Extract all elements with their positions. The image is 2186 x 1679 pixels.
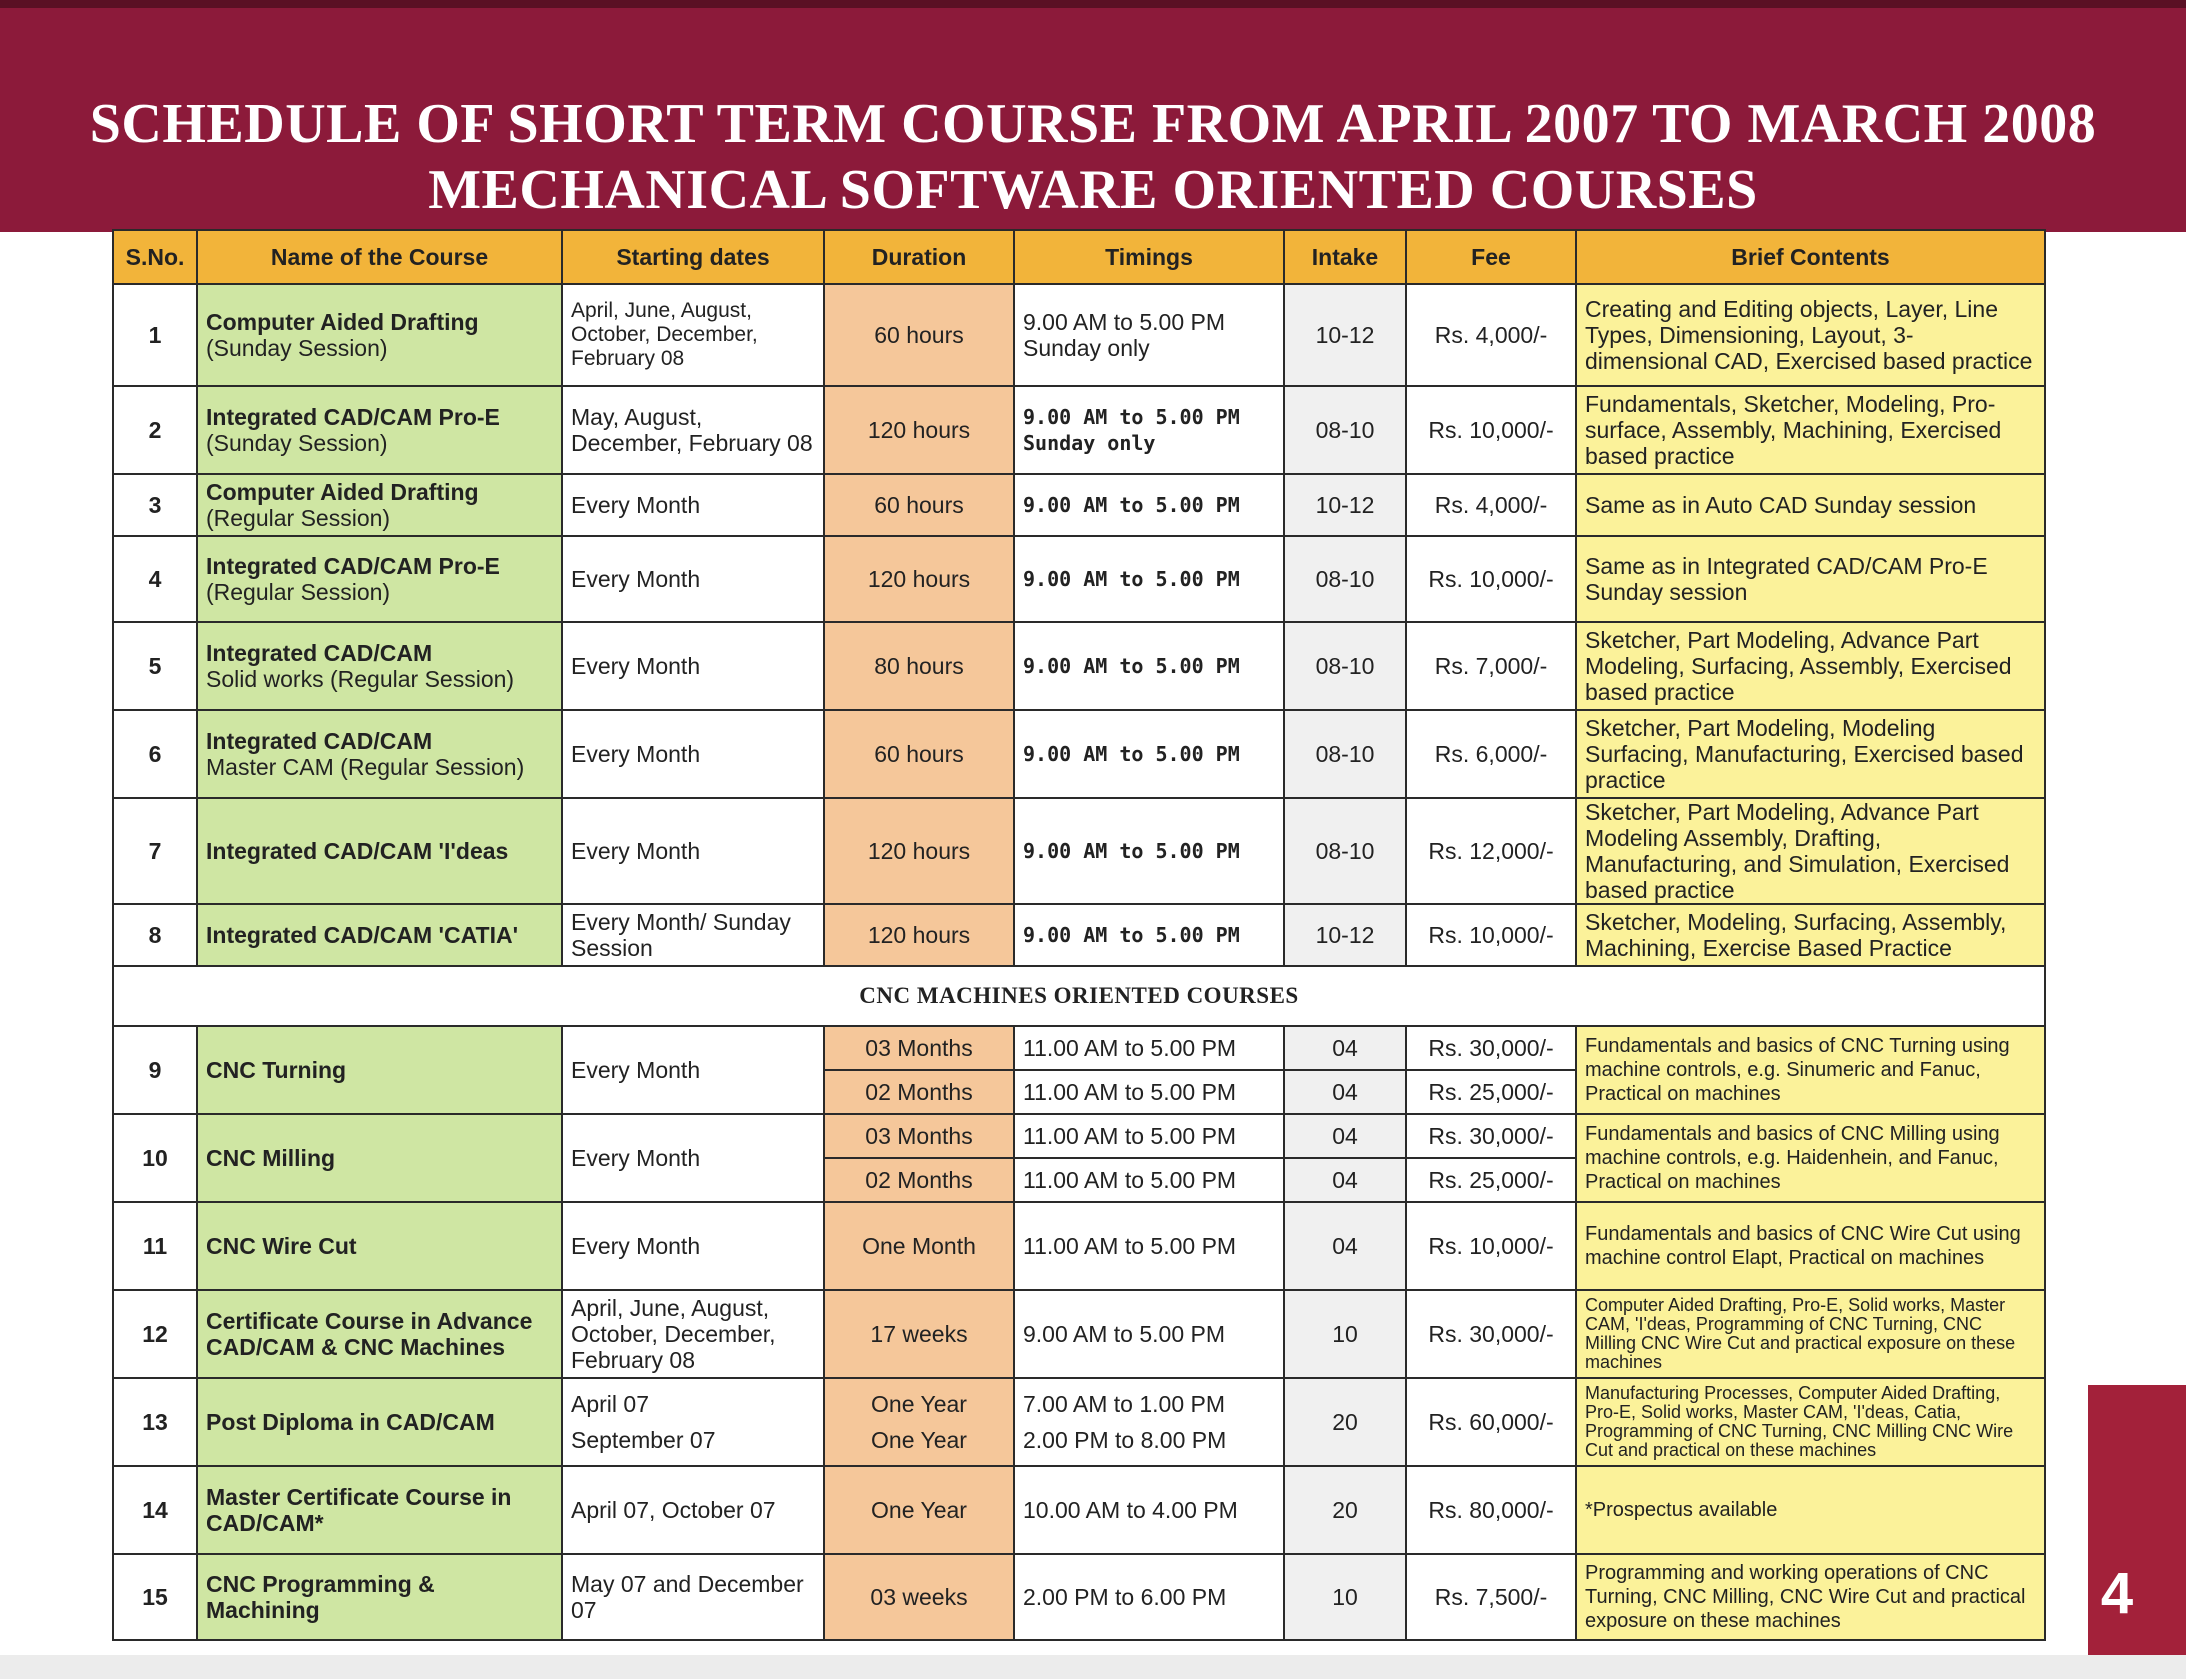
row-intake: 20 [1284,1466,1406,1554]
table-row [113,1378,2045,1466]
row-course-name: CNC Turning [197,1026,562,1114]
course-schedule-table [112,229,2046,1641]
course-title: Computer Aided Drafting [206,479,479,505]
course-title: Integrated CAD/CAM [206,728,433,754]
row-start: Every Month [562,536,824,622]
timing-days: Sunday only [1023,431,1156,455]
row-sno: 1 [113,284,197,386]
row-brief: Fundamentals, Sketcher, Modeling, Pro-surface, Assembly, Machining, Exercised based practice [1576,386,2045,474]
row-intake: 10 [1284,1290,1406,1378]
row-fee: Rs. 60,000/- [1406,1378,1576,1466]
row-sno: 2 [113,386,197,474]
row-duration: 120 hours [824,386,1014,474]
table-row [113,622,2045,710]
row-timing: 11.00 AM to 5.00 PM [1014,1070,1284,1114]
row-brief: Computer Aided Drafting, Pro-E, Solid works, Master CAM, 'I'deas, Programming of CNC Turning, CNC Milling CNC Wire Cut and practical exposure on these machines [1576,1290,2045,1378]
table-row [113,904,2045,966]
course-session: Solid works (Regular Session) [206,666,515,692]
row-intake: 08-10 [1284,536,1406,622]
row-course-name [197,474,562,536]
course-title: Integrated CAD/CAM Pro-E [206,553,500,579]
row-duration: 17 weeks [824,1290,1014,1378]
bottom-edge [0,1655,2186,1679]
row-duration: 120 hours [824,798,1014,904]
banner-top-strip [0,0,2186,8]
row-duration: 60 hours [824,284,1014,386]
header-intake: Intake [1284,230,1406,284]
row-brief: Sketcher, Part Modeling, Advance Part Modeling Assembly, Drafting, Manufacturing, and Simulation, Exercised based practice [1576,798,2045,904]
table-row [113,1466,2045,1554]
row-start: May, August, December, February 08 [562,386,824,474]
row-intake: 10-12 [1284,284,1406,386]
course-title: Integrated CAD/CAM [206,640,433,666]
row-brief: *Prospectus available [1576,1466,2045,1554]
row-sno: 13 [113,1378,197,1466]
row-duration: 03 Months [824,1114,1014,1158]
row-timing: 11.00 AM to 5.00 PM [1014,1202,1284,1290]
row-course-name [197,386,562,474]
row-start: Every Month [562,622,824,710]
timing-hours: 9.00 AM to 5.00 PM [1023,405,1240,429]
row-intake: 08-10 [1284,710,1406,798]
table-row [113,710,2045,798]
row-intake: 08-10 [1284,386,1406,474]
row-timing: 9.00 AM to 5.00 PM [1014,798,1284,904]
row-sno: 7 [113,798,197,904]
row-timing: 9.00 AM to 5.00 PM [1014,904,1284,966]
row-fee: Rs. 80,000/- [1406,1466,1576,1554]
row-brief: Sketcher, Modeling, Surfacing, Assembly, Machining, Exercise Based Practice [1576,904,2045,966]
table-row [113,1290,2045,1378]
row-brief: Sketcher, Part Modeling, Modeling Surfacing, Manufacturing, Exercised based practice [1576,710,2045,798]
row-fee: Rs. 10,000/- [1406,904,1576,966]
row-course-name [197,710,562,798]
header-timings: Timings [1014,230,1284,284]
row-sno: 11 [113,1202,197,1290]
section-row [113,966,2045,1026]
row-start: Every Month [562,798,824,904]
row-timing: 9.00 AM to 5.00 PM [1014,536,1284,622]
row-brief: Fundamentals and basics of CNC Wire Cut using machine control Elapt, Practical on machines [1576,1202,2045,1290]
row-brief: Fundamentals and basics of CNC Milling using machine controls, e.g. Haidenhein, and Fanuc, Practical on machines [1576,1114,2045,1202]
row-brief: Sketcher, Part Modeling, Advance Part Modeling, Surfacing, Assembly, Exercised based practice [1576,622,2045,710]
row-start: April, June, August, October, December, February 08 [562,284,824,386]
row-duration: 60 hours [824,710,1014,798]
row-fee: Rs. 4,000/- [1406,474,1576,536]
page-title: SCHEDULE OF SHORT TERM COURSE FROM APRIL 2007 TO MARCH 2008 [89,93,2097,155]
row-timing: 9.00 AM to 5.00 PM [1014,710,1284,798]
row-duration: One Year [824,1466,1014,1554]
table-row [113,798,2045,904]
row-duration: One Month [824,1202,1014,1290]
row-brief: Same as in Auto CAD Sunday session [1576,474,2045,536]
course-session: (Sunday Session) [206,430,388,456]
row-sno: 12 [113,1290,197,1378]
row-intake: 04 [1284,1158,1406,1202]
row-intake: 10-12 [1284,904,1406,966]
row-duration [824,1378,1014,1466]
row-sno: 5 [113,622,197,710]
course-session: Master CAM (Regular Session) [206,754,525,780]
course-title: Integrated CAD/CAM Pro-E [206,404,500,430]
table-row [113,536,2045,622]
row-timing: 9.00 AM to 5.00 PM [1014,622,1284,710]
page-corner-tab [2088,1385,2186,1679]
row-sno: 3 [113,474,197,536]
row-sno: 4 [113,536,197,622]
table-row [113,386,2045,474]
row-timing: 11.00 AM to 5.00 PM [1014,1026,1284,1070]
row-sno: 14 [113,1466,197,1554]
row-start: Every Month [562,710,824,798]
row-course-name: Certificate Course in Advance CAD/CAM & CNC Machines [197,1290,562,1378]
row-brief: Manufacturing Processes, Computer Aided Drafting, Pro-E, Solid works, Master CAM, 'I'deas, Catia, Programming of CNC Turning, CNC Milling CNC Wire Cut and practical on these machines [1576,1378,2045,1466]
row-duration: 80 hours [824,622,1014,710]
page-subtitle: MECHANICAL SOFTWARE ORIENTED COURSES [428,159,1758,221]
row-start [562,1378,824,1466]
row-timing [1014,386,1284,474]
row-timing: 9.00 AM to 5.00 PM [1014,474,1284,536]
row-duration: 02 Months [824,1158,1014,1202]
row-duration: 03 weeks [824,1554,1014,1640]
start-second: September 07 [571,1427,716,1453]
row-course-name [197,284,562,386]
timing-second: 2.00 PM to 8.00 PM [1023,1427,1227,1453]
header-name: Name of the Course [197,230,562,284]
row-timing: 10.00 AM to 4.00 PM [1014,1466,1284,1554]
row-start: Every Month/ Sunday Session [562,904,824,966]
row-course-name [197,536,562,622]
row-fee: Rs. 7,000/- [1406,622,1576,710]
row-fee: Rs. 30,000/- [1406,1026,1576,1070]
table-row [113,474,2045,536]
row-sno: 9 [113,1026,197,1114]
row-timing: 11.00 AM to 5.00 PM [1014,1114,1284,1158]
row-intake: 08-10 [1284,798,1406,904]
row-course-name [197,622,562,710]
row-fee: Rs. 25,000/- [1406,1158,1576,1202]
timing-hours: 9.00 AM to 5.00 PM [1023,309,1226,335]
header-duration: Duration [824,230,1014,284]
row-brief: Programming and working operations of CNC Turning, CNC Milling, CNC Wire Cut and practical exposure on these machines [1576,1554,2045,1640]
row-sno: 15 [113,1554,197,1640]
row-timing: 11.00 AM to 5.00 PM [1014,1158,1284,1202]
row-intake: 04 [1284,1114,1406,1158]
row-start: Every Month [562,1026,824,1114]
row-duration: 03 Months [824,1026,1014,1070]
row-fee: Rs. 7,500/- [1406,1554,1576,1640]
table-row [113,1026,2045,1070]
row-fee: Rs. 4,000/- [1406,284,1576,386]
row-timing [1014,284,1284,386]
header-start: Starting dates [562,230,824,284]
row-fee: Rs. 10,000/- [1406,1202,1576,1290]
row-brief: Creating and Editing objects, Layer, Line Types, Dimensioning, Layout, 3-dimensional CAD, Exercised based practice [1576,284,2045,386]
row-fee: Rs. 10,000/- [1406,536,1576,622]
course-session: (Regular Session) [206,579,391,605]
row-intake: 10-12 [1284,474,1406,536]
page-number: 4 [2100,1561,2134,1626]
row-start: May 07 and December 07 [562,1554,824,1640]
duration-first: One Year [871,1391,967,1417]
row-intake: 04 [1284,1070,1406,1114]
row-duration: 60 hours [824,474,1014,536]
course-session: (Sunday Session) [206,335,388,361]
row-sno: 10 [113,1114,197,1202]
row-duration: 120 hours [824,536,1014,622]
row-duration: 120 hours [824,904,1014,966]
section-cnc-title: CNC MACHINES ORIENTED COURSES [113,966,2045,1026]
row-intake: 04 [1284,1026,1406,1070]
header-sno: S.No. [113,230,197,284]
table-header-row [113,230,2045,284]
row-sno: 8 [113,904,197,966]
row-start: April 07, October 07 [562,1466,824,1554]
row-course-name: CNC Milling [197,1114,562,1202]
row-course-name: Master Certificate Course in CAD/CAM* [197,1466,562,1554]
row-duration: 02 Months [824,1070,1014,1114]
row-start: Every Month [562,1114,824,1202]
row-fee: Rs. 30,000/- [1406,1114,1576,1158]
row-timing: 2.00 PM to 6.00 PM [1014,1554,1284,1640]
row-course-name: Integrated CAD/CAM 'CATIA' [197,904,562,966]
header-fee: Fee [1406,230,1576,284]
row-start: Every Month [562,1202,824,1290]
row-course-name: Post Diploma in CAD/CAM [197,1378,562,1466]
row-timing [1014,1378,1284,1466]
header-brief: Brief Contents [1576,230,2045,284]
duration-second: One Year [871,1427,967,1453]
row-fee: Rs. 30,000/- [1406,1290,1576,1378]
row-timing: 9.00 AM to 5.00 PM [1014,1290,1284,1378]
row-intake: 04 [1284,1202,1406,1290]
row-fee: Rs. 10,000/- [1406,386,1576,474]
table-row [113,1202,2045,1290]
table-row [113,1554,2045,1640]
row-fee: Rs. 6,000/- [1406,710,1576,798]
start-first: April 07 [571,1391,649,1417]
course-session: (Regular Session) [206,505,391,531]
row-fee: Rs. 12,000/- [1406,798,1576,904]
table-row [113,1114,2045,1158]
row-sno: 6 [113,710,197,798]
row-intake: 20 [1284,1378,1406,1466]
table-row [113,284,2045,386]
row-course-name: CNC Programming & Machining [197,1554,562,1640]
row-intake: 10 [1284,1554,1406,1640]
timing-days: Sunday only [1023,335,1150,361]
row-brief: Same as in Integrated CAD/CAM Pro-E Sunday session [1576,536,2045,622]
course-title: Computer Aided Drafting [206,309,479,335]
timing-first: 7.00 AM to 1.00 PM [1023,1391,1226,1417]
row-course-name: Integrated CAD/CAM 'I'deas [197,798,562,904]
row-intake: 08-10 [1284,622,1406,710]
row-brief: Fundamentals and basics of CNC Turning using machine controls, e.g. Sinumeric and Fanuc, Practical on machines [1576,1026,2045,1114]
row-start: Every Month [562,474,824,536]
row-course-name: CNC Wire Cut [197,1202,562,1290]
row-start: April, June, August, October, December, February 08 [562,1290,824,1378]
row-fee: Rs. 25,000/- [1406,1070,1576,1114]
